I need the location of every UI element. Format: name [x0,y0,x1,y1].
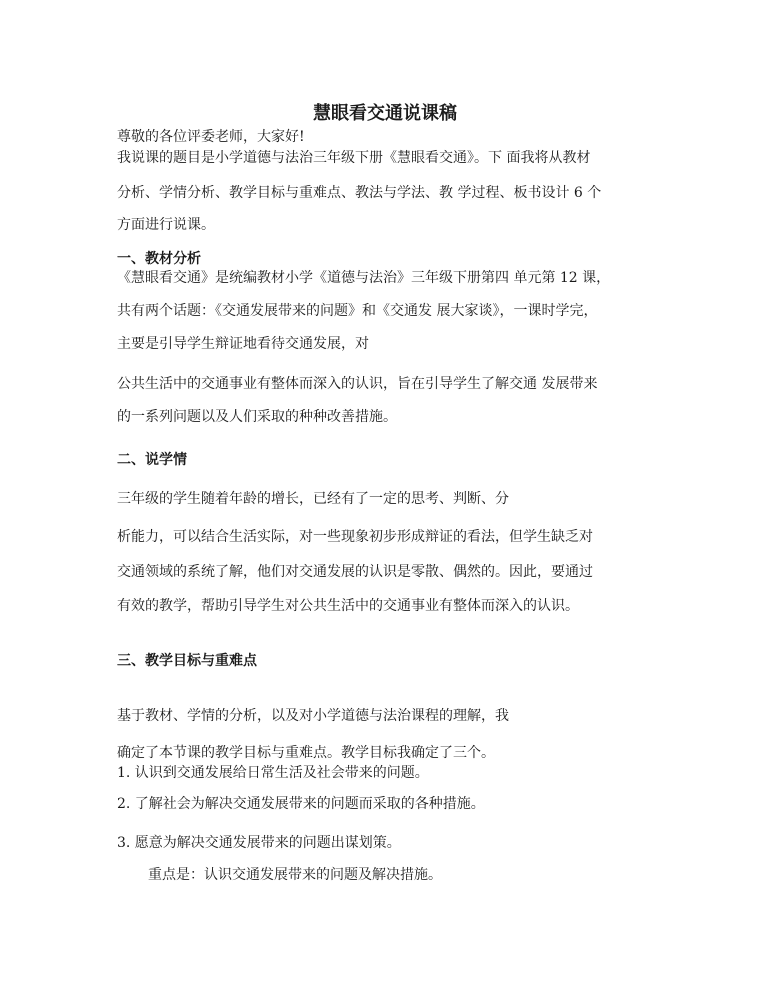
students-line-1: 三年级的学生随着年龄的增长，已经有了一定的思考、判断、分 [117,491,509,507]
textbook-line-2: 共有两个话题：《交通发展带来的问题》和《交通发 展大家谈》，一课时学完， [117,303,598,319]
students-line-3: 交通领域的系统了解，他们对交通发展的认识是零散、偶然的。因此，要通过 [117,564,593,580]
students-line-4: 有效的教学，帮助引导学生对公共生活中的交通事业有整体而深入的认识。 [117,598,579,614]
section-heading-students: 二、说学情 [117,452,187,468]
goal-item-2: 2. 了解社会为解决交通发展带来的问题而采取的各种措施。 [117,796,485,812]
key-point-line: 重点是：认识交通发展带来的问题及解决措施。 [148,867,442,883]
students-line-2: 析能力，可以结合生活实际，对一些现象初步形成辩证的看法，但学生缺乏对 [117,529,593,545]
textbook-line-4: 公共生活中的交通事业有整体而深入的认识，旨在引导学生了解交通 发展带来 [117,376,598,392]
intro-line-1: 我说课的题目是小学道德与法治三年级下册《慧眼看交通》。下 面我将从教材 [117,150,591,166]
intro-line-3: 方面进行说课。 [117,217,215,233]
textbook-line-1: 《慧眼看交通》是统编教材小学《道德与法治》三年级下册第四 单元第 12 课， [117,270,611,286]
goal-item-3: 3. 愿意为解决交通发展带来的问题出谋划策。 [117,835,401,851]
document-title: 慧眼看交通说课稿 [313,103,457,124]
section-heading-textbook: 一、教材分析 [117,251,201,267]
section-heading-goals: 三、教学目标与重难点 [117,653,257,669]
greeting-line: 尊敬的各位评委老师，大家好! [117,129,305,145]
intro-line-2: 分析、学情分析、教学目标与重难点、教法与学法、教 学过程、板书设计 6 个 [117,185,602,201]
goals-line-2: 确定了本节课的教学目标与重难点。教学目标我确定了三个。 [117,745,495,761]
textbook-line-3: 主要是引导学生辩证地看待交通发展，对 [117,336,369,352]
textbook-line-5: 的一系列问题以及人们采取的种种改善措施。 [117,409,397,425]
goal-item-1: 1. 认识到交通发展给日常生活及社会带来的问题。 [117,765,429,781]
goals-line-1: 基于教材、学情的分析，以及对小学道德与法治课程的理解，我 [117,708,509,724]
